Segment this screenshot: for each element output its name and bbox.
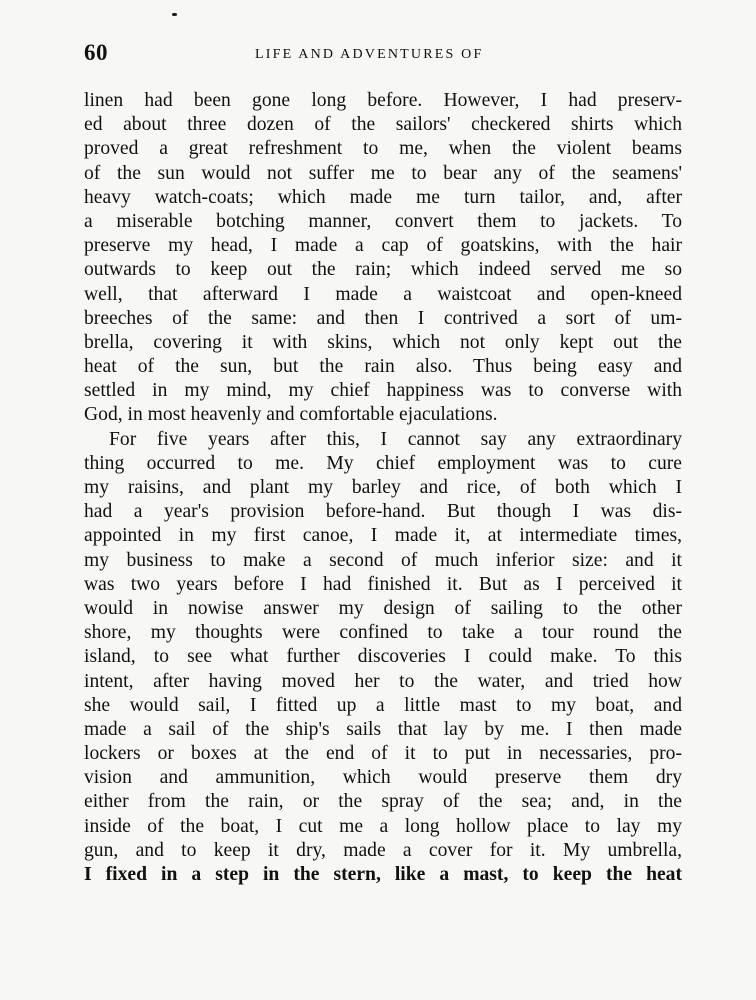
text-line: of the sun would not suffer me to bear any of the seamens'	[84, 162, 682, 184]
text-line: a miserable botching manner, convert them to jackets. To	[84, 210, 682, 232]
text-line: made a sail of the ship's sails that lay by me. I then made	[84, 718, 682, 740]
text-line: breeches of the same: and then I contrived a sort of um-	[84, 307, 682, 329]
text-line: heavy watch-coats; which made me turn tailor, and, after	[84, 186, 682, 208]
ink-speck	[172, 13, 177, 16]
page-number: 60	[84, 40, 108, 65]
text-line: would in nowise answer my design of sailing to the other	[84, 597, 682, 619]
text-line: proved a great refreshment to me, when the violent beams	[84, 138, 682, 160]
text-line: inside of the boat, I cut me a long hollow place to lay my	[84, 815, 682, 837]
text-line: well, that afterward I made a waistcoat and open-kneed	[84, 283, 682, 305]
text-line: my business to make a second of much inferior size: and it	[84, 549, 682, 571]
text-line: gun, and to keep it dry, made a cover for it. My umbrella,	[84, 839, 682, 861]
text-line: was two years before I had finished it. But as I perceived it	[84, 573, 682, 595]
page-header	[84, 40, 684, 70]
text-line: shore, my thoughts were confined to take a tour round the	[84, 622, 682, 644]
text-line: settled in my mind, my chief happiness was to converse with	[84, 380, 682, 402]
text-line: heat of the sun, but the rain also. Thus being easy and	[84, 356, 682, 378]
text-line: had a year's provision before-hand. But though I was dis-	[84, 501, 682, 523]
text-line: outwards to keep out the rain; which indeed served me so	[84, 259, 682, 281]
text-line: vision and ammunition, which would preserve them dry	[84, 767, 682, 789]
text-line: intent, after having moved her to the water, and tried how	[84, 670, 682, 692]
text-line: brella, covering it with skins, which not only kept out the	[84, 331, 682, 353]
paragraph-first-line: For five years after this, I cannot say any extraordinary	[109, 428, 682, 450]
text-line: either from the rain, or the spray of the sea; and, in the	[84, 791, 682, 813]
text-line: ed about three dozen of the sailors' checkered shirts which	[84, 114, 682, 136]
text-line: lockers or boxes at the end of it to put in necessaries, pro-	[84, 743, 682, 765]
text-line: she would sail, I fitted up a little mast to my boat, and	[84, 694, 682, 716]
text-line: island, to see what further discoveries I could make. To this	[84, 646, 682, 668]
running-head: LIFE AND ADVENTURES OF	[255, 47, 484, 62]
text-line: I fixed in a step in the stern, like a mast, to keep the heat	[84, 864, 682, 885]
body-text	[84, 89, 682, 887]
paragraph-last-line: God, in most heavenly and comfortable ejaculations.	[84, 404, 498, 426]
text-line: appointed in my first canoe, I made it, at intermediate times,	[84, 525, 682, 547]
text-line: my raisins, and plant my barley and rice, of both which I	[84, 477, 682, 498]
text-line: thing occurred to me. My chief employment was to cure	[84, 452, 682, 474]
text-line: linen had been gone long before. However, I had preserv-	[84, 90, 682, 111]
text-line: preserve my head, I made a cap of goatskins, with the hair	[84, 235, 682, 257]
